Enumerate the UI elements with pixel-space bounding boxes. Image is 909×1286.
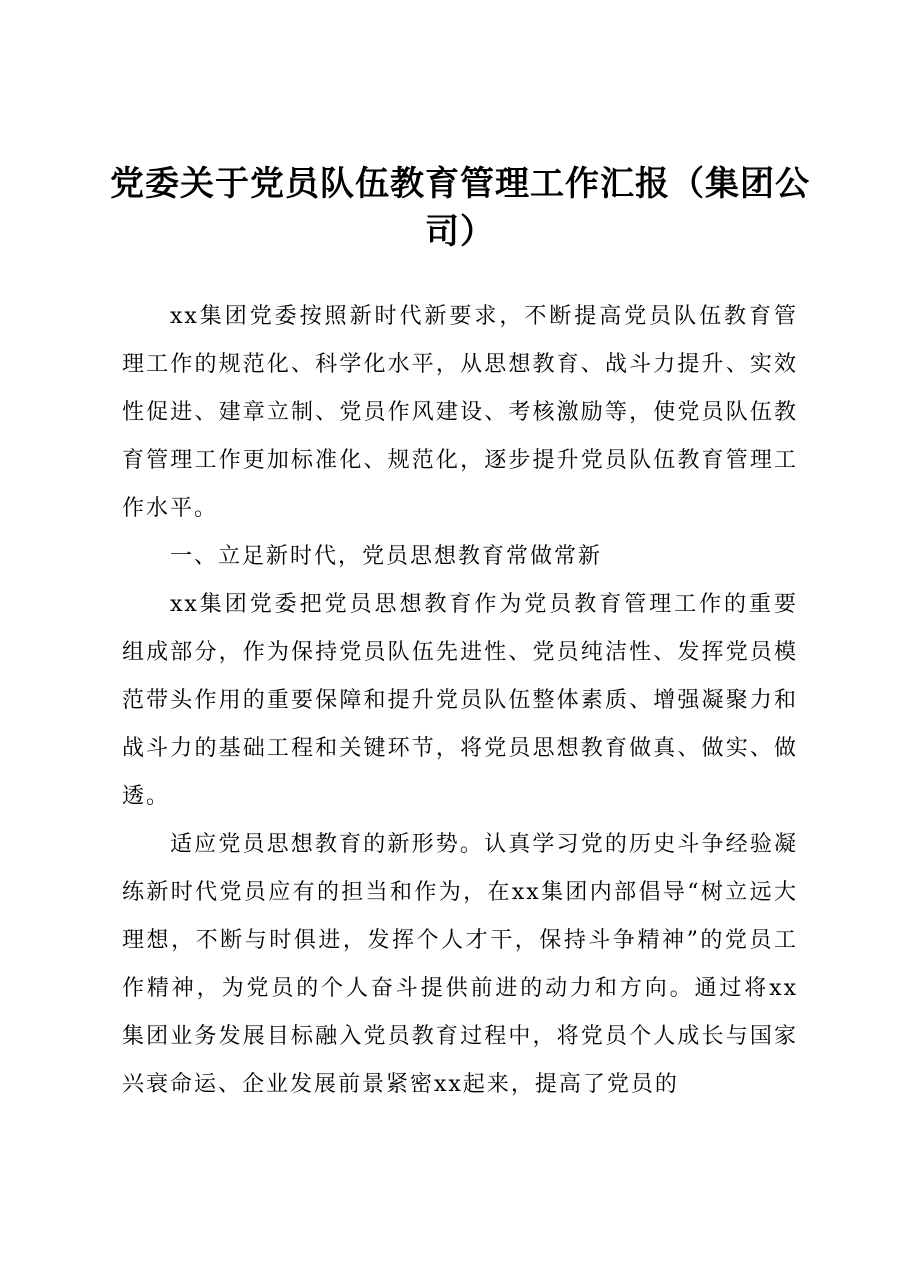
body-paragraph-3: 适应党员思想教育的新形势。认真学习党的历史斗争经验凝练新时代党员应有的担当和作为，在xx集团内部倡导“树立远大理想，不断与时俱进，发挥个人才干，保持斗争精神”的党员工作精神，为党员的个人奋斗提供前进的动力和方向。通过将xx集团业务发展目标融入党员教育过程中，将党员个人成长与国家兴衰命运、企业发展前景紧密xx起来，提高了党员的	[122, 832, 798, 1097]
section-heading-1: 一、立足新时代，党员思想教育常做常新	[170, 544, 603, 569]
document-body	[122, 293, 798, 1109]
intro-paragraph: xx集团党委按照新时代新要求，不断提高党员队伍教育管理工作的规范化、科学化水平，从思想教育、战斗力提升、实效性促进、建章立制、党员作风建设、考核激励等，使党员队伍教育管理工作更加标准化、规范化，逐步提升党员队伍教育管理工作水平。	[122, 304, 798, 521]
document-title: 党委关于党员队伍教育管理工作汇报（集团公司）	[110, 164, 810, 252]
body-paragraph-2: xx集团党委把党员思想教育作为党员教育管理工作的重要组成部分，作为保持党员队伍先进性、党员纯洁性、发挥党员模范带头作用的重要保障和提升党员队伍整体素质、增强凝聚力和战斗力的基础工程和关键环节，将党员思想教育做真、做实、做透。	[122, 592, 798, 809]
